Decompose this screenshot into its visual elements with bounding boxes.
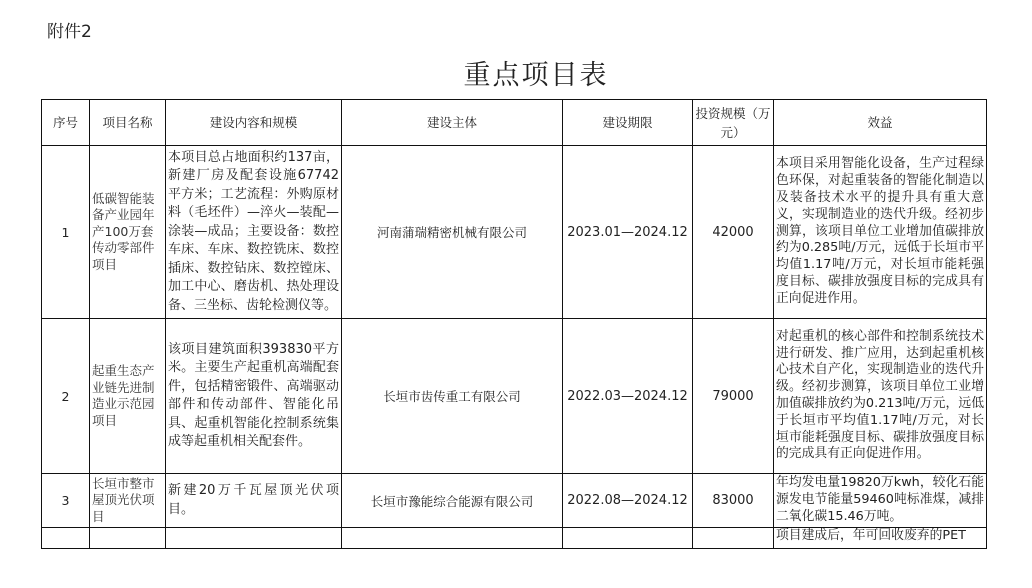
attachment-label: 附件2: [47, 22, 92, 42]
cell-index: 3: [42, 474, 90, 528]
cell-content: 本项目总占地面积约137亩，新建厂房及配套设施67742平方米；工艺流程：外购原材料（毛坯件）—淬火—装配—涂装—成品；主要设备：数控车床、车床、数控铣床、数控插床、数控钻床、数控镗床、加工中心、磨齿机、热处理设备、三坐标、齿轮检测仪等。: [166, 146, 342, 319]
page-title: 重点项目表: [463, 60, 609, 91]
cell-benefit: 年均发电量19820万kwh，较化石能源发电节能量59460吨标准煤，减排二氧化碳15.46万吨。: [774, 474, 987, 528]
header-invest: 投资规模（万元）: [693, 100, 774, 146]
header-org: 建设主体: [342, 100, 563, 146]
cell-name: 长垣市整市屋顶光伏项目: [90, 474, 166, 528]
cell-invest: 42000: [693, 146, 774, 319]
cell-org: 长垣市豫能综合能源有限公司: [342, 474, 563, 528]
cell-name: 起重生态产业链先进制造业示范园项目: [90, 319, 166, 474]
cell-content: 该项目建筑面积393830平方米。主要生产起重机高端配套件，包括精密锻件、高端驱动部件和传动部件、智能化吊具、起重机智能化控制系统集成等起重机相关配套件。: [166, 319, 342, 474]
cell-org: 长垣市齿传重工有限公司: [342, 319, 563, 474]
header-period: 建设期限: [563, 100, 693, 146]
cell-content: [166, 528, 342, 549]
table-row: [42, 474, 987, 528]
cell-index: 2: [42, 319, 90, 474]
cell-content: 新建20万千瓦屋顶光伏项目。: [166, 474, 342, 528]
cell-invest: [693, 528, 774, 549]
header-index: 序号: [42, 100, 90, 146]
cell-period: 2022.08—2024.12: [563, 474, 693, 528]
cell-org: [342, 528, 563, 549]
cell-benefit: 本项目采用智能化设备，生产过程绿色环保，对起重装备的智能化制造以及装备技术水平的提升具有重大意义，实现制造业的迭代升级。经初步测算，该项目单位工业增加值碳排放约为0.285吨/万元，远低于长垣市平均值1.17吨/万元，对长垣市能耗强度目标、碳排放强度目标的完成具有正向促进作用。: [774, 146, 987, 319]
cell-benefit: 项目建成后，年可回收废弃的PET: [774, 528, 987, 549]
cell-name: 低碳智能装备产业园年产100万套传动零部件项目: [90, 146, 166, 319]
table-row: [42, 528, 987, 549]
key-projects-table: [41, 99, 987, 549]
cell-invest: 79000: [693, 319, 774, 474]
header-content: 建设内容和规模: [166, 100, 342, 146]
cell-invest: 83000: [693, 474, 774, 528]
cell-period: [563, 528, 693, 549]
cell-benefit: 对起重机的核心部件和控制系统技术进行研发、推广应用，达到起重机核心技术自产化，实现制造业的迭代升级。经初步测算，该项目单位工业增加值碳排放约为0.213吨/万元，远低于长垣市平均值1.17吨/万元，对长垣市能耗强度目标、碳排放强度目标的完成具有正向促进作用。: [774, 319, 987, 474]
cell-period: 2023.01—2024.12: [563, 146, 693, 319]
cell-name: [90, 528, 166, 549]
cell-index: [42, 528, 90, 549]
table-header-row: [42, 100, 987, 146]
cell-period: 2022.03—2024.12: [563, 319, 693, 474]
header-name: 项目名称: [90, 100, 166, 146]
cell-org: 河南蒲瑞精密机械有限公司: [342, 146, 563, 319]
table-row: [42, 146, 987, 319]
table-row: [42, 319, 987, 474]
cell-index: 1: [42, 146, 90, 319]
header-benefit: 效益: [774, 100, 987, 146]
